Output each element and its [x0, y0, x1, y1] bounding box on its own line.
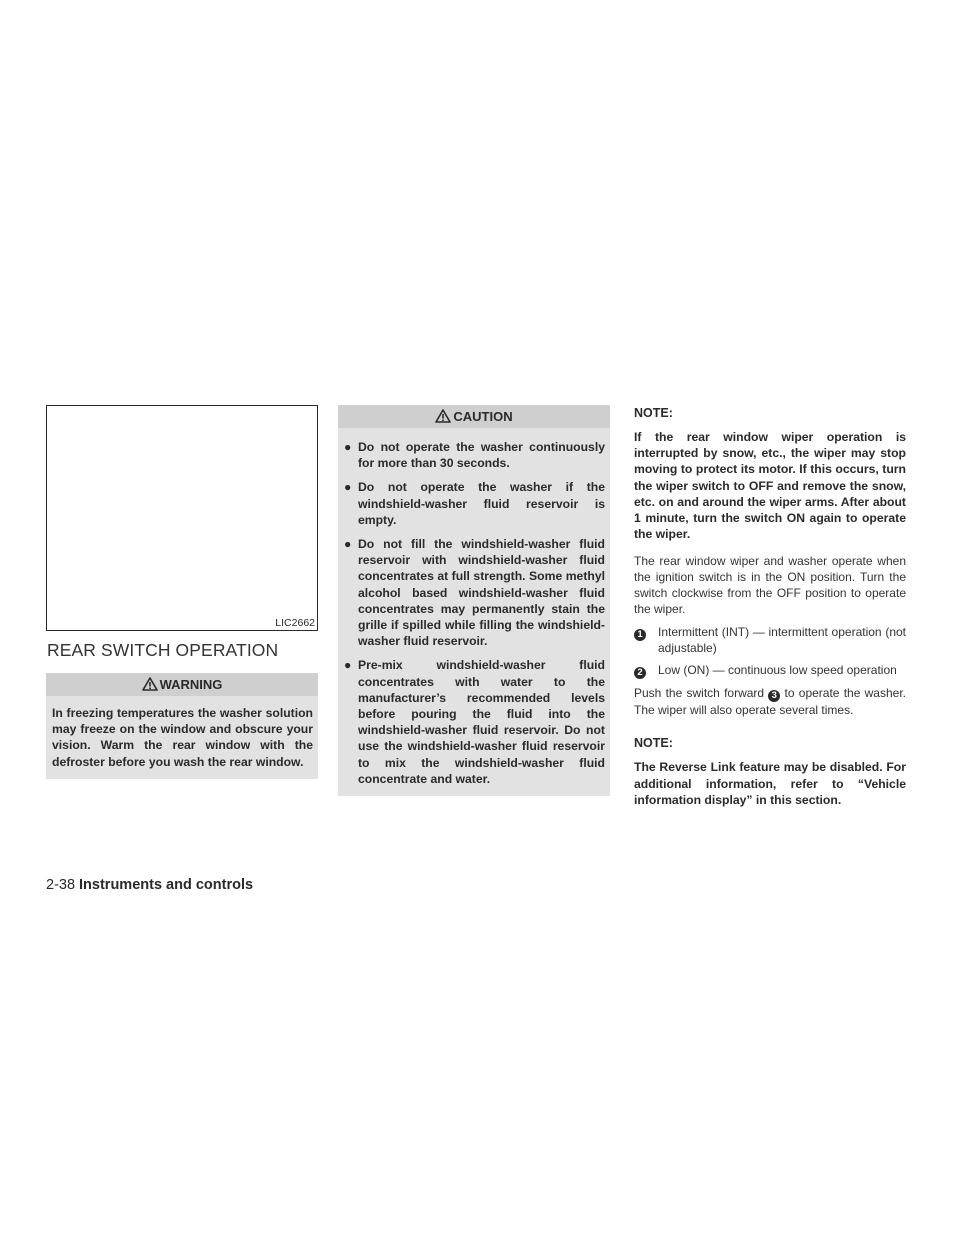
- caution-item-text: Pre-mix windshield-washer fluid concentrates with water to the manufacturer’s recommended levels before pouring the fluid into the windshield-washer fluid reservoir. Do not use the windshield-washer fluid reservoir to mix the windshield-washer fluid concentrate and water.: [358, 658, 605, 786]
- warning-icon: [142, 677, 158, 691]
- warning-text: In freezing temperatures the washer solution may freeze on the window and obscure your vision. Warm the rear window with the defroster before you wash the rear window.: [52, 706, 313, 769]
- caution-list: [338, 428, 610, 796]
- warning-title-bar: [46, 673, 318, 696]
- warning-title: WARNING: [159, 677, 223, 692]
- caution-title-bar: [338, 405, 610, 428]
- caution-item-text: Do not operate the washer if the windshield-washer fluid reservoir is empty.: [358, 480, 605, 527]
- caution-item: [344, 439, 605, 471]
- step-item: [634, 662, 906, 679]
- warning-box: [46, 673, 318, 779]
- warning-icon: [435, 409, 451, 423]
- note-label: NOTE:: [634, 406, 673, 420]
- step-item: [634, 624, 906, 656]
- push-text-before: Push the switch forward: [634, 686, 765, 701]
- note-text: If the rear window wiper operation is interrupted by snow, etc., the wiper may stop moving to protect its motor. If this occurs, turn the wiper switch to OFF and remove the snow, etc. on and around the wiper arms. After about 1 minute, turn the switch ON again to operate the wiper.: [634, 430, 906, 542]
- right-column: [634, 405, 906, 819]
- caution-title: CAUTION: [453, 409, 513, 424]
- figure-placeholder: [46, 405, 318, 631]
- bullet-icon: ●: [344, 440, 352, 454]
- push-text-after: to operate the washer. The wiper will also operate several times.: [634, 686, 906, 718]
- caution-item-text: Do not operate the washer continuously for more than 30 seconds.: [358, 440, 605, 471]
- page-footer: [46, 877, 253, 893]
- bullet-icon: ●: [344, 537, 352, 552]
- footer-section-title: Instruments and controls: [79, 877, 254, 893]
- caution-item: [344, 657, 605, 787]
- circled-number-icon: 3: [768, 690, 780, 702]
- left-column: [46, 405, 318, 779]
- bullet-icon: ●: [344, 480, 352, 495]
- step-number: [634, 662, 658, 679]
- note-text: The Reverse Link feature may be disabled. For additional information, refer to “Vehicle information display” in this section.: [634, 760, 906, 807]
- caution-item: [344, 479, 605, 528]
- circled-number-icon: 2: [634, 667, 646, 679]
- note-label: NOTE:: [634, 736, 673, 751]
- circled-number-icon: 1: [634, 629, 646, 641]
- step-text: Intermittent (INT) — intermittent operation (not adjustable): [658, 625, 906, 656]
- push-paragraph: [634, 685, 906, 718]
- section-heading: REAR SWITCH OPERATION: [47, 640, 279, 660]
- caution-item-text: Do not fill the windshield-washer fluid reservoir with windshield-washer fluid concentrates at full strength. Some methyl alcohol based windshield-washer fluid concentrates may permanently stain the grille if spilled while filling the windshield-washer fluid reservoir.: [358, 537, 605, 649]
- figure-id: LIC2662: [275, 617, 315, 629]
- caution-box: [338, 405, 610, 796]
- bullet-icon: ●: [344, 658, 352, 673]
- step-text: Low (ON) — continuous low speed operation: [658, 663, 897, 678]
- page-number: 2-38: [46, 877, 76, 893]
- caution-item: [344, 536, 605, 649]
- step-number: [634, 624, 658, 656]
- intro-paragraph: The rear window wiper and washer operate when the ignition switch is in the ON position. Turn the switch clockwise from the OFF position to operate the wiper.: [634, 554, 906, 617]
- middle-column: [338, 405, 610, 796]
